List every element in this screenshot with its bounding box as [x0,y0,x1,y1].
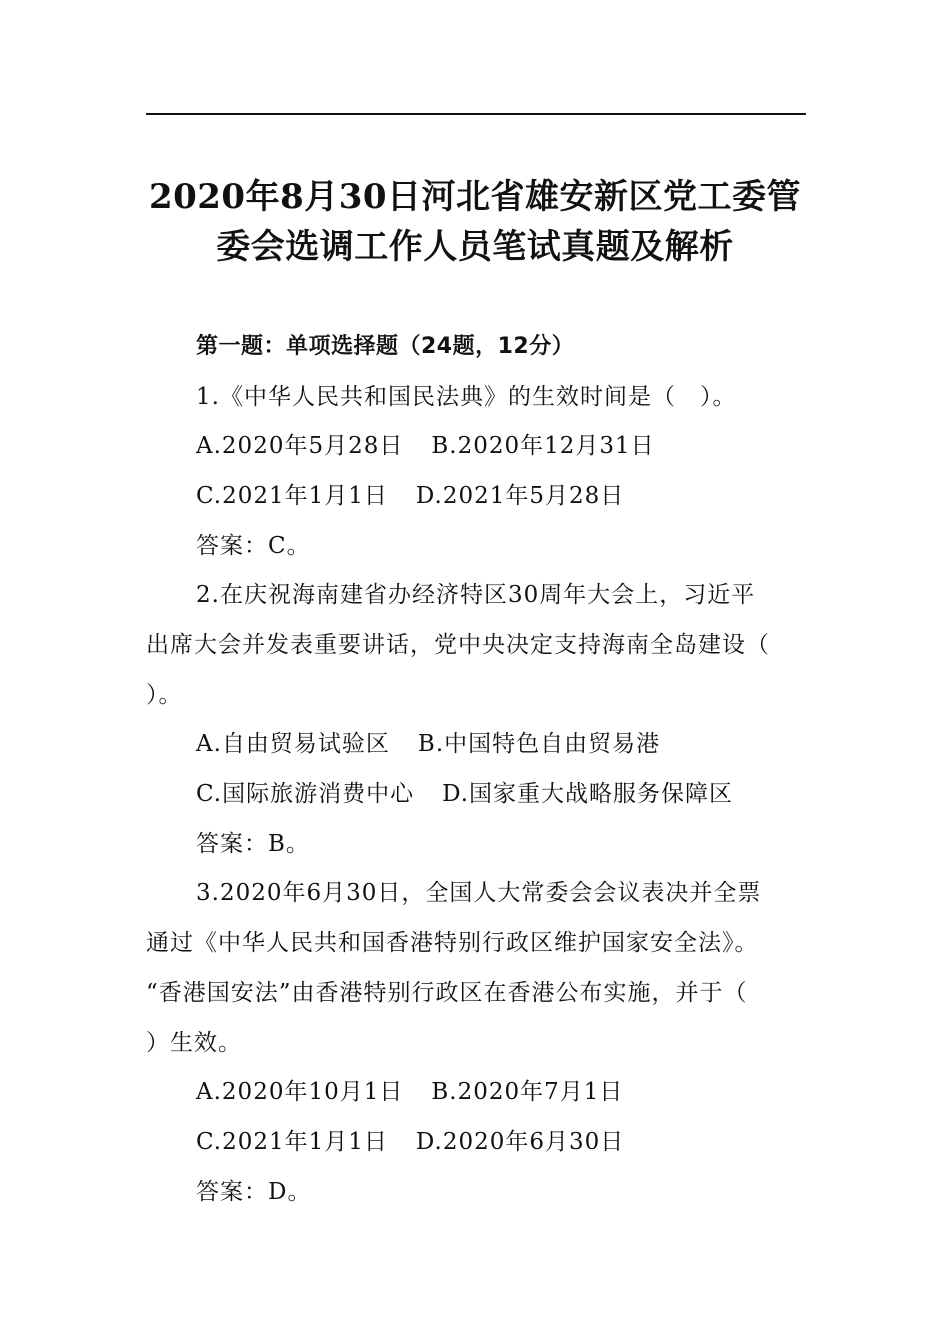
option-c: C.2021年1月1日 [196,483,388,509]
question-2-answer: 答案：B。 [196,831,310,857]
question-3-text-line-4: ）生效。 [146,1030,242,1056]
question-3-options-row-2 [196,1127,624,1157]
question-3-text-line-3: “香港国安法”由香港特别行政区在香港公布实施，并于（ [146,980,748,1006]
question-3-text-line-2: 通过《中华人民共和国香港特别行政区维护国家安全法》。 [146,930,759,956]
option-c: C.国际旅游消费中心 [196,781,415,807]
question-2-options-row-1 [196,729,660,759]
option-c: C.2021年1月1日 [196,1129,388,1155]
question-2-text-line-2: 出席大会并发表重要讲话，党中央决定支持海南全岛建设（ [146,632,770,658]
option-a: A.2020年5月28日 [196,433,404,459]
question-1-text: 1.《中华人民共和国民法典》的生效时间是（ ）。 [196,384,737,410]
question-3-text-line-1: 3.2020年6月30日，全国人大常委会会议表决并全票 [196,880,762,906]
question-2-options-row-2 [196,779,733,809]
option-d: D.国家重大战略服务保障区 [442,781,734,807]
option-b: B.2020年12月31日 [431,433,655,459]
question-3-answer: 答案：D。 [196,1179,312,1205]
header-rule [146,113,806,115]
title-line-1: 2020年8月30日河北省雄安新区党工委管 [148,177,802,217]
question-2-text-line-3: ）。 [146,682,183,708]
option-b: B.中国特色自由贸易港 [417,731,661,757]
option-a: A.2020年10月1日 [196,1079,404,1105]
document-title [140,172,810,272]
question-2-text-line-1: 2.在庆祝海南建省办经济特区30周年大会上，习近平 [196,582,756,608]
option-a: A.自由贸易试验区 [196,731,390,757]
option-d: D.2020年6月30日 [415,1129,625,1155]
question-1-answer: 答案：C。 [196,533,311,559]
question-3-options-row-1 [196,1077,623,1107]
option-d: D.2021年5月28日 [415,483,625,509]
title-line-2: 委会选调工作人员笔试真题及解析 [216,227,734,267]
question-1-options-row-2 [196,481,624,511]
section-heading: 第一题：单项选择题（24题，12分） [196,334,575,359]
option-b: B.2020年7月1日 [431,1079,624,1105]
question-1-options-row-1 [196,431,655,461]
